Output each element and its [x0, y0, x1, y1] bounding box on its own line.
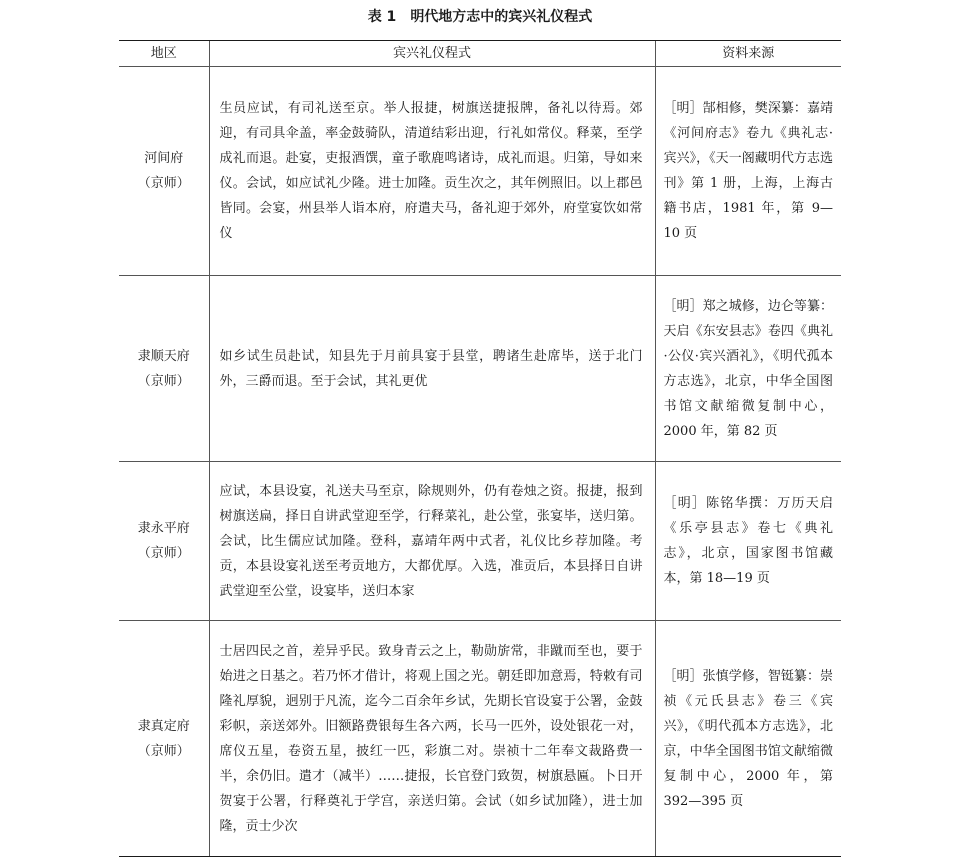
ceremony-table: [119, 40, 841, 857]
ceremony-cell: 如乡试生员赴试，知县先于月前具宴于县堂，聘诸生赴席毕，送于北门外，三爵而退。至于会试，其礼更优: [209, 276, 655, 462]
table-title: 明代地方志中的宾兴礼仪程式: [410, 9, 593, 25]
header-source: 资料来源: [655, 41, 841, 67]
region-cell: [119, 462, 209, 621]
header-region: 地区: [119, 41, 209, 67]
region-name: 隶顺天府: [137, 348, 190, 364]
table-row: [119, 67, 841, 276]
region-name: 隶真定府: [137, 718, 190, 734]
region-cell: [119, 67, 209, 276]
table-header-row: [119, 41, 841, 67]
table-row: [119, 276, 841, 462]
source-cell: ［明］陈铭华撰：万历天启《乐亭县志》卷七《典礼志》，北京，国家图书馆藏本，第 18—19 页: [655, 462, 841, 621]
source-cell: ［明］张慎学修，智铤纂：崇祯《元氏县志》卷三《宾兴》，《明代孤本方志选》，北京，中华全国图书馆文献缩微复制中心，2000 年，第 392—395 页: [655, 621, 841, 857]
ceremony-cell: 生员应试，有司礼送至京。举人报捷，树旗送捷报牌，备礼以待焉。郊迎，有司具伞盖，率金鼓骑队，清道结彩出迎，行礼如常仪。释菜，至学成礼而退。赴宴，吏报酒馔，童子歌鹿鸣诸诗，成礼而退。归第，导如来仪。会试，如应试礼少隆。进士加隆。贡生次之，其年例照旧。以上郡邑皆同。会宴，州县举人诣本府，府遣夫马，备礼迎于郊外，府堂宴饮如常仪: [209, 67, 655, 276]
region-capital: （京师）: [137, 373, 190, 389]
region-name: 隶永平府: [137, 521, 190, 536]
region-capital: （京师）: [137, 546, 190, 561]
header-ceremony: 宾兴礼仪程式: [209, 41, 655, 67]
table-caption: [0, 8, 960, 26]
region-cell: [119, 621, 209, 857]
region-name: 河间府: [144, 151, 184, 166]
table-number: 表 1: [367, 9, 397, 25]
table-row: [119, 462, 841, 621]
table-row: [119, 621, 841, 857]
source-cell: ［明］郜相修，樊深纂：嘉靖《河间府志》卷九《典礼志·宾兴》，《天一阁藏明代方志选刊》第 1 册，上海，上海古籍书店，1981 年，第 9—10 页: [655, 67, 841, 276]
source-cell: ［明］郑之城修，边仑等纂：天启《东安县志》卷四《典礼·公仪·宾兴酒礼》，《明代孤本方志选》，北京，中华全国图书馆文献缩微复制中心，2000 年，第 82 页: [655, 276, 841, 462]
region-cell: [119, 276, 209, 462]
region-capital: （京师）: [137, 743, 190, 759]
ceremony-cell: 应试，本县设宴，礼送夫马至京，除规则外，仍有卷烛之资。报捷，报到树旗送扁，择日自讲武堂迎至学，行释菜礼，赴公堂，张宴毕，送归第。会试，比生儒应试加隆。登科，嘉靖年两中式者，礼仪比乡荐加隆。考贡，本县设宴礼送至考贡地方，大都优厚。入选，准贡后，本县择日自讲武堂迎至公堂，设宴毕，送归本家: [209, 462, 655, 621]
ceremony-cell: 士居四民之首，差异乎民。致身青云之上，勒勋旂常，非蹴而至也，要于始进之日基之。若乃怀才借计，将观上国之光。朝廷即加意焉，特敕有司隆礼厚貌，迥别于凡流，迄今二百余年乡试，先期长官设宴于公署，金鼓彩帜，亲送郊外。旧额路费银每生各六两，长马一匹外，设处银花一对，席仪五星，卷资五星，披红一匹，彩旗二对。崇祯十二年奉文裁路费一半，余仍旧。遣才（减半）……捷报，长官登门致贺，树旗悬匾。卜日开贺宴于公署，行释奠礼于学宫，亲送归第。会试（如乡试加隆），进士加隆，贡士少次: [209, 621, 655, 857]
region-capital: （京师）: [137, 176, 190, 191]
